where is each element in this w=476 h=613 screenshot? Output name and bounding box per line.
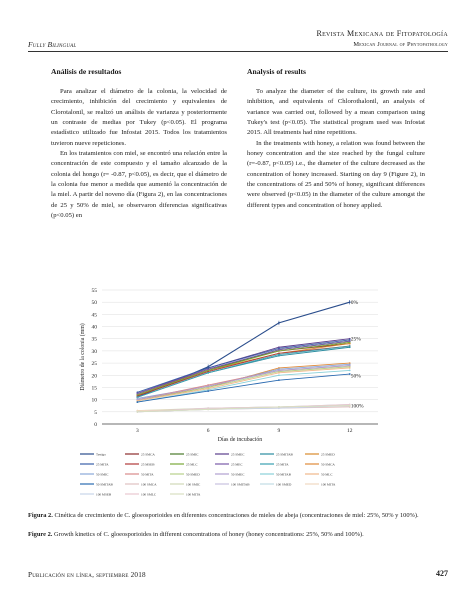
y-tick-label: 40 bbox=[91, 324, 97, 331]
legend-entry: 100 MITA bbox=[321, 482, 336, 487]
data-point bbox=[207, 372, 209, 374]
chart-legend bbox=[80, 453, 336, 497]
caption-en-text: Growth kinetics of C. gloeosporioides in different concentrations of honey (honey concentrations: 25%, 50% and 100%). bbox=[54, 531, 364, 538]
left-section-title: Análisis de resultados bbox=[51, 67, 122, 76]
y-tick-label: 30 bbox=[91, 348, 97, 355]
legend-entry: 100 SMLC bbox=[141, 492, 157, 497]
right-column-text bbox=[247, 87, 425, 211]
legend-entry: 25 MEC bbox=[231, 462, 243, 467]
legend-entry: 25 MITA bbox=[96, 462, 109, 467]
series-annotation: 50% bbox=[350, 373, 361, 380]
series-annotation: 25% bbox=[350, 336, 361, 343]
legend-entry: 50 MITA bbox=[141, 472, 154, 477]
publication-date: Publicación en línea, septiembre 2018 bbox=[28, 571, 146, 579]
legend-entry: 100 SMED bbox=[276, 482, 292, 487]
x-tick-label: 9 bbox=[277, 428, 281, 434]
data-point bbox=[207, 388, 209, 390]
y-tick-label: 10 bbox=[91, 397, 97, 404]
page-number: 427 bbox=[436, 569, 448, 578]
series-line bbox=[137, 346, 349, 397]
legend-entry: 25 SMIC bbox=[186, 452, 199, 457]
y-tick-label: 5 bbox=[94, 409, 97, 416]
right-paragraph-2: In the treatments with honey, a relation was found between the honey concentration and the size reached by the fungal culture (r=-0.87, p<0.05) i.e., the diameter of the culture decreased as the concentration of honey increased. Starting on day 9 (Figure 2), in the concentrations of 25 and 50% of honey, significant differences were observed (p<0.05) in the diameter of the culture amongst the different types and concentration of honey applied. bbox=[247, 139, 425, 209]
y-tick-label: 0 bbox=[94, 422, 97, 428]
caption-es-label: Figura 2. bbox=[28, 512, 53, 519]
y-tick-label: 35 bbox=[91, 336, 97, 343]
journal-subtitle: Mexican Journal of Phytopathology bbox=[353, 41, 448, 48]
x-tick-label: 12 bbox=[346, 428, 353, 434]
y-tick-label: 45 bbox=[91, 312, 97, 319]
legend-entry: 25 SMITAB bbox=[276, 452, 293, 457]
chart-grid bbox=[102, 290, 378, 424]
legend-entry: 100 MITA bbox=[186, 492, 201, 497]
left-column-text bbox=[51, 87, 227, 221]
y-tick-label: 15 bbox=[91, 385, 97, 392]
legend-entry: 100 SMITAB bbox=[231, 482, 250, 487]
legend-entry: 50 MITAB bbox=[276, 472, 291, 477]
legend-entry: 25 SMCA bbox=[141, 452, 155, 457]
data-point bbox=[349, 365, 351, 367]
left-paragraph-1: Para analizar el diámetro de la colonia, la velocidad de crecimiento, inhibición del crecimiento y equivalentes de Clorotalonil, se realizó un análisis de varianza y posteriormente un contraste de medias por Tukey (p<0.05). El programa estadístico utilizado fue Infostat 2015. Todos los tratamientos tuvieron nueve repeticiones. bbox=[51, 88, 227, 147]
x-tick-label: 6 bbox=[206, 428, 210, 434]
legend-entry: 50 SMIC bbox=[96, 472, 109, 477]
data-point bbox=[278, 374, 280, 376]
caption-es-text: Cinética de crecimiento de C. gloeosporioides en diferentes concentraciones de mieles de abeja (concentraciones de miel: 25%, 50% y 100%). bbox=[54, 512, 419, 519]
y-axis-label: Diámetro de la colonia (mm) bbox=[80, 323, 86, 391]
y-tick-label: 55 bbox=[91, 288, 97, 294]
legend-entry: 25 SMED bbox=[321, 452, 335, 457]
right-paragraph-1: To analyze the diameter of the culture, its growth rate and inhibition, and equivalents of Chlorothalonil, an analysis of variance was carried out, followed by a mean comparison using Tukey's test (p<0.05). The statistical program used was Infostat 2015. All treatments had nine repetitions. bbox=[247, 88, 425, 137]
legend-entry: 25 SMEC bbox=[231, 452, 245, 457]
y-tick-label: 25 bbox=[91, 361, 97, 368]
legend-entry: 50 SMED bbox=[186, 472, 200, 477]
data-point bbox=[278, 379, 280, 381]
y-tick-label: 50 bbox=[91, 300, 97, 307]
chart-series bbox=[136, 300, 350, 413]
data-point bbox=[136, 401, 138, 403]
legend-entry: 50 SMEC bbox=[231, 472, 245, 477]
caption-en-label: Figure 2. bbox=[28, 531, 53, 538]
data-point bbox=[207, 390, 209, 392]
y-tick-label: 20 bbox=[91, 373, 97, 380]
legend-entry: 50 SMITAB bbox=[96, 482, 113, 487]
journal-title: Revista Mexicana de Fitopatología bbox=[316, 29, 448, 38]
legend-entry: 50 MLC bbox=[321, 472, 333, 477]
legend-entry: 100 SMCA bbox=[141, 482, 157, 487]
data-point bbox=[349, 370, 351, 372]
header-rule bbox=[28, 51, 448, 52]
data-point bbox=[278, 372, 280, 374]
running-header-left: Fully Bilingual bbox=[28, 40, 77, 49]
series-annotation: 100% bbox=[350, 403, 364, 410]
legend-entry: 25 MLC bbox=[186, 462, 198, 467]
data-point bbox=[349, 345, 351, 347]
legend-entry: 25 MSEB bbox=[141, 462, 155, 467]
x-tick-label: 3 bbox=[136, 428, 139, 434]
series-annotation: 0% bbox=[350, 300, 359, 307]
series-line bbox=[137, 346, 349, 396]
caption-es bbox=[28, 512, 448, 520]
data-point bbox=[278, 370, 280, 372]
x-axis-label: Días de incubación bbox=[217, 437, 263, 443]
data-point bbox=[278, 406, 280, 408]
legend-entry: 100 MSEB bbox=[96, 492, 112, 497]
data-point bbox=[136, 411, 138, 413]
data-point bbox=[349, 367, 351, 369]
legend-entry: 25 MITA bbox=[276, 462, 289, 467]
caption-en bbox=[28, 531, 448, 539]
data-point bbox=[207, 385, 209, 387]
right-section-title: Analysis of results bbox=[247, 67, 306, 76]
data-point bbox=[207, 408, 209, 410]
legend-entry: Testigo bbox=[96, 452, 106, 457]
data-point bbox=[136, 393, 138, 395]
data-point bbox=[278, 349, 280, 351]
growth-kinetics-chart bbox=[60, 282, 400, 504]
legend-entry: 50 SMCA bbox=[321, 462, 335, 467]
legend-entry: 100 SMIC bbox=[186, 482, 201, 487]
left-paragraph-2: En los tratamientos con miel, se encontró una relación entre la concentración de este compuesto y el tamaño alcanzado de la colonia del hongo (r= -0.87, p<0.05), es decir, que el diámetro de la colonia fue menor a medida que aumentó la concentración de la miel. A partir del noveno día (Figura 2), en las concentraciones de 25 y 50% de miel, se observaron diferencias significativas (p<0.05) en bbox=[51, 150, 227, 220]
data-point bbox=[278, 354, 280, 356]
